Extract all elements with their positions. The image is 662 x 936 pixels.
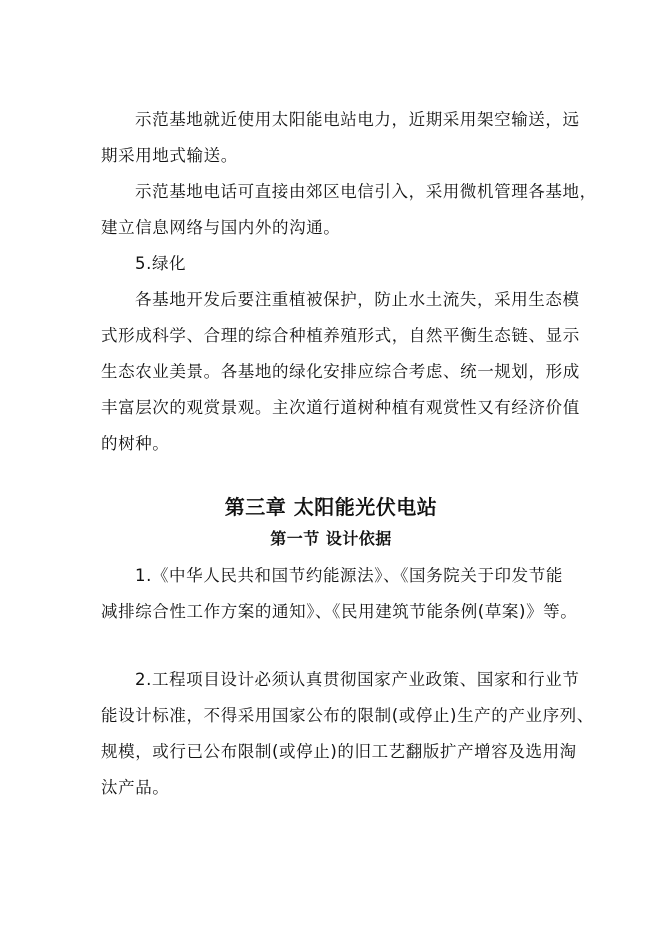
text-line: 能设计标准，不得采用国家公布的限制(或停止)生产的产业序列、 [101,706,594,725]
text-line: 汰产品。 [101,778,170,797]
text-line: 示范基地就近使用太阳能电站电力，近期采用架空输送，远 [135,110,580,129]
text-line: 1.《中华人民共和国节约能源法》、《国务院关于印发节能 [135,566,563,585]
text-line: 期采用地式输送。 [101,146,238,165]
text-line: 各基地开发后要注重植被保护，防止水土流失，采用生态模 [135,290,580,309]
text-line: 生态农业美景。各基地的绿化安排应综合考虑、统一规划，形成 [101,362,580,381]
section-title: 第一节 设计依据 [270,529,392,548]
heading-greening: 5.绿化 [135,254,187,273]
chapter-title: 第三章 太阳能光伏电站 [224,495,438,519]
text-line: 式形成科学、合理的综合种植养殖形式，自然平衡生态链、显示 [101,326,580,345]
text-line: 规模，或行已公布限制(或停止)的旧工艺翻版扩产增容及选用淘 [101,742,577,761]
text-line: 示范基地电话可直接由郊区电信引入，采用微机管理各基地， [135,182,597,201]
text-line: 2.工程项目设计必须认真贯彻国家产业政策、国家和行业节 [135,670,580,689]
text-line: 的树种。 [101,434,170,453]
text-line: 减排综合性工作方案的通知》、《民用建筑节能条例(草案)》等。 [101,602,578,621]
text-line: 建立信息网络与国内外的沟通。 [101,218,341,237]
text-line: 丰富层次的观赏景观。主次道行道树种植有观赏性又有经济价值 [101,398,580,417]
